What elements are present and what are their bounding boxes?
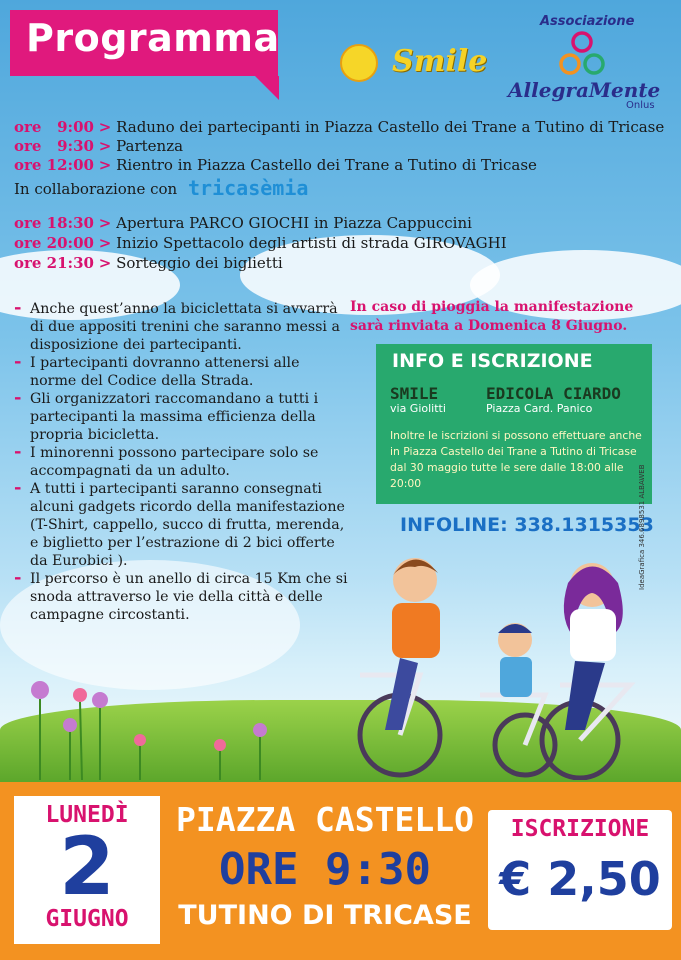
list-item: - I minorenni possono partecipare solo se accompagnati da un adulto. <box>14 444 350 480</box>
cycling-family-illustration <box>330 545 675 780</box>
info-ciardo-address: Piazza Card. Panico <box>486 402 593 415</box>
event-date: 2 <box>59 820 115 913</box>
association-suffix: Onlus <box>626 100 655 111</box>
triskelion-icon <box>556 30 608 78</box>
info-title: INFO E ISCRIZIONE <box>392 350 593 372</box>
arrow-icon: > <box>98 118 112 136</box>
schedule-row <box>14 254 283 272</box>
schedule-time: ore 9:30 <box>14 137 94 155</box>
rain-note: In caso di pioggia la manifestazione sarà rinviata a Domenica 8 Giugno. <box>350 299 634 334</box>
schedule-text: Inizio Spettacolo degli artisti di strada GIROVAGHI <box>116 234 507 252</box>
association-name: AllegraMente <box>508 78 661 102</box>
smile-logo: Smile <box>392 44 488 79</box>
list-item: - I partecipanti dovranno attenersi alle norme del Codice della Strada. <box>14 354 350 390</box>
list-item: - Anche quest’anno la biciclettata si avvarrà di due appositi trenini che saranno messi a disposizione dei partecipanti. <box>14 300 350 354</box>
schedule-text: Apertura PARCO GIOCHI in Piazza Cappuccini <box>116 214 472 232</box>
schedule-text: Raduno dei partecipanti in Piazza Castello dei Trane a Tutino di Tricase <box>116 118 665 136</box>
arrow-icon: > <box>98 137 112 155</box>
list-item: - Il percorso è un anello di circa 15 Km che si snoda attraverso le vie della città e delle campagne circostanti. <box>14 570 350 624</box>
event-place: PIAZZA CASTELLO <box>175 800 474 839</box>
flowers-decoration <box>20 670 320 780</box>
event-city: TUTINO DI TRICASE <box>178 900 472 931</box>
schedule-time: ore 12:00 <box>14 156 94 174</box>
arrow-icon: > <box>98 254 112 272</box>
association-label: Associazione <box>540 14 635 29</box>
schedule-row <box>14 234 507 252</box>
price-label: ISCRIZIONE <box>510 816 650 842</box>
schedule-time: ore 9:00 <box>14 118 94 136</box>
event-time: ORE 9:30 <box>219 844 431 895</box>
event-day: LUNEDÌ <box>45 802 129 828</box>
arrow-icon: > <box>98 214 112 232</box>
arrow-icon: > <box>98 156 112 174</box>
schedule-time: ore 18:30 <box>14 214 94 232</box>
list-item: - Gli organizzatori raccomandano a tutti i partecipanti la massima efficienza della propria bicicletta. <box>14 390 350 444</box>
info-smile-address: via Giolitti <box>390 402 446 415</box>
rules-list <box>14 300 350 624</box>
schedule-row <box>14 118 664 136</box>
info-smile-name: SMILE <box>390 384 439 403</box>
price-value: € 2,50 <box>499 852 661 906</box>
schedule-text: Partenza <box>116 137 184 155</box>
arrow-icon: > <box>98 234 112 252</box>
schedule-time: ore 20:00 <box>14 234 94 252</box>
design-credit: IdeaGrafica 346.6898531 ALBAWEB <box>638 464 646 590</box>
collaboration-label: In collaborazione con <box>14 180 178 198</box>
schedule-time: ore 21:30 <box>14 254 94 272</box>
partner-logo: tricasèmia <box>188 176 309 200</box>
schedule-row <box>14 137 183 155</box>
list-item: - A tutti i partecipanti saranno consegnati alcuni gadgets ricordo della manifestazione (T-Shirt, cappello, succo di frutta, merenda, e biglietto per l’estrazione di 2 bici offerte da Eurobici ). <box>14 480 350 570</box>
info-text: Inoltre le iscrizioni si possono effettuare anche in Piazza Castello dei Trane a Tutino di Tricase dal 30 maggio tutte le sere dalle 18:00 alle 20:00 <box>390 429 642 490</box>
infoline-phone: INFOLINE: 338.1315353 <box>400 514 654 536</box>
info-ciardo-name: EDICOLA CIARDO <box>486 384 621 403</box>
smile-face-icon <box>340 44 378 82</box>
schedule-row <box>14 156 537 174</box>
schedule-text: Rientro in Piazza Castello dei Trane a Tutino di Tricase <box>116 156 537 174</box>
event-month: GIUGNO <box>45 906 129 932</box>
schedule-row <box>14 214 472 232</box>
page-title: Programma <box>26 16 280 60</box>
schedule-text: Sorteggio dei biglietti <box>116 254 283 272</box>
